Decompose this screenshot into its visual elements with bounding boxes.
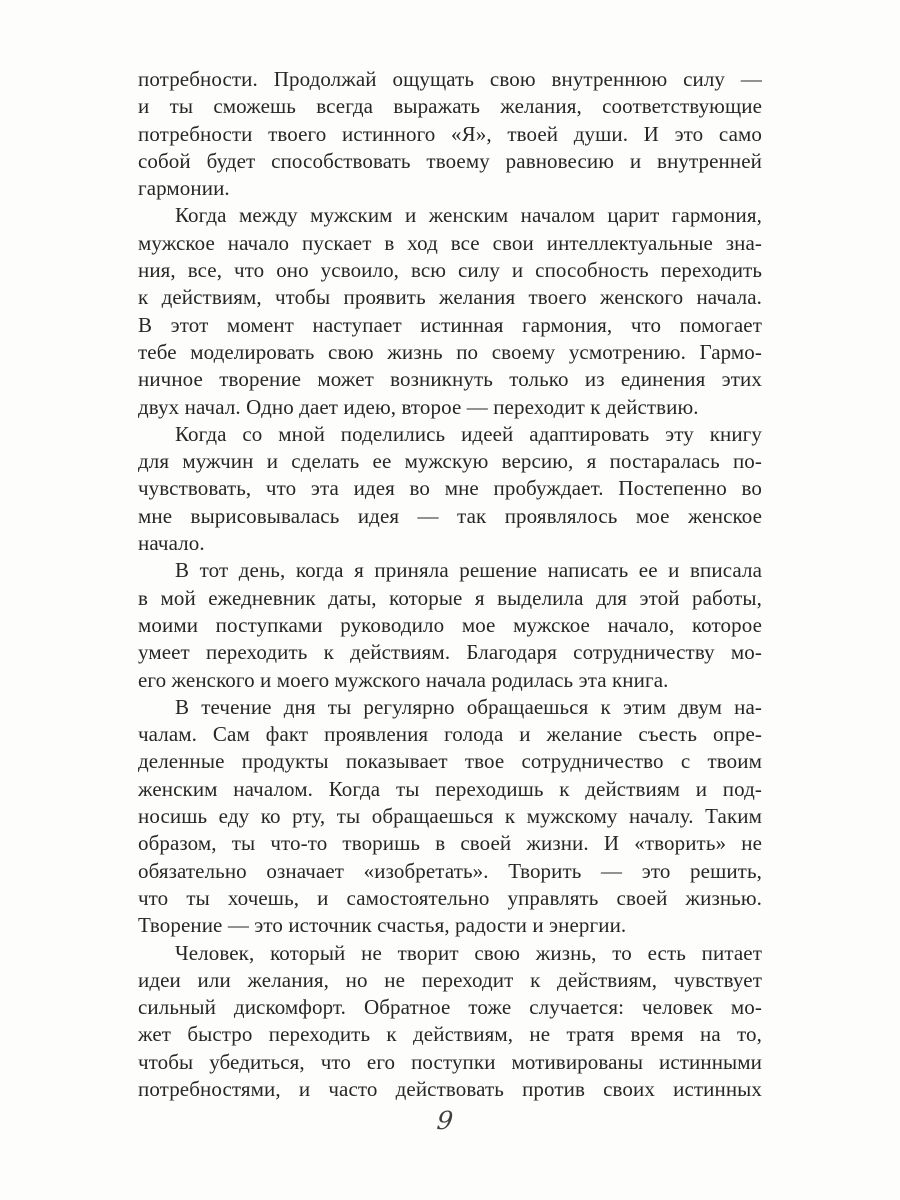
- text-block: [138, 66, 762, 1103]
- text-line: чувствовать, что эта идея во мне пробуждает. Постепенно во: [138, 476, 762, 501]
- text-line: к действиям, чтобы проявить желания твоего женского начала.: [138, 285, 762, 310]
- text-line: его женского и моего мужского начала родилась эта книга.: [138, 667, 669, 692]
- text-line: в мой ежедневник даты, которые я выделила для этой работы,: [138, 585, 762, 610]
- text-line: Когда между мужским и женским началом царит гармония,: [175, 203, 762, 228]
- text-line: тебе моделировать свою жизнь по своему усмотрению. Гармо-: [138, 339, 762, 364]
- text-line: гармонии.: [138, 176, 230, 201]
- text-line: умеет переходить к действиям. Благодаря сотрудничеству мо-: [138, 640, 762, 665]
- text-line: сильный дискомфорт. Обратное тоже случается: человек мо-: [138, 995, 762, 1020]
- text-line: и ты сможешь всегда выражать желания, соответствующие: [138, 94, 762, 119]
- text-line: носишь еду ко рту, ты обращаешься к мужскому началу. Таким: [138, 804, 762, 829]
- text-line: двух начал. Одно дает идею, второе — переходит к действию.: [138, 394, 699, 419]
- text-line: собой будет способствовать твоему равновесию и внутренней: [138, 148, 762, 173]
- text-line: жет быстро переходить к действиям, не тратя время на то,: [138, 1022, 762, 1047]
- text-line: В тот день, когда я приняла решение написать ее и вписала: [175, 558, 762, 583]
- text-line: мужское начало пускает в ход все свои интеллектуальные зна-: [138, 230, 762, 255]
- page-number: 9: [435, 1106, 455, 1135]
- text-line: Когда со мной поделились идеей адаптировать эту книгу: [175, 421, 762, 446]
- text-line: образом, ты что-то творишь в своей жизни. И «творить» не: [138, 831, 762, 856]
- text-line: что ты хочешь, и самостоятельно управлять своей жизнью.: [138, 885, 762, 910]
- text-line: чтобы убедиться, что его поступки мотивированы истинными: [138, 1049, 762, 1074]
- text-line: мне вырисовывалась идея — так проявлялось мое женское: [138, 503, 762, 528]
- text-line: В течение дня ты регулярно обращаешься к этим двум на-: [175, 694, 762, 719]
- text-line: женским началом. Когда ты переходишь к действиям и под-: [138, 776, 762, 801]
- text-line: Человек, который не творит свою жизнь, то есть питает: [175, 940, 762, 965]
- text-line: для мужчин и сделать ее мужскую версию, я постаралась по-: [138, 449, 762, 474]
- text-line: обязательно означает «изобретать». Творить — это решить,: [138, 858, 762, 883]
- text-line: идеи или желания, но не переходит к действиям, чувствует: [138, 967, 762, 992]
- text-line: ния, все, что оно усвоило, всю силу и способность переходить: [138, 258, 762, 283]
- text-line: ничное творение может возникнуть только из единения этих: [138, 367, 762, 392]
- text-line: В этот момент наступает истинная гармония, что помогает: [138, 312, 762, 337]
- text-line: моими поступками руководило мое мужское начало, которое: [138, 612, 762, 637]
- text-line: Творение — это источник счастья, радости и энергии.: [138, 913, 627, 938]
- text-line: потребностями, и часто действовать против своих истинных: [138, 1076, 762, 1101]
- text-line: потребности. Продолжай ощущать свою внутреннюю силу —: [138, 67, 762, 91]
- text-line: чалам. Сам факт проявления голода и желание съесть опре-: [138, 722, 762, 747]
- text-line: начало.: [138, 531, 205, 556]
- text-line: потребности твоего истинного «Я», твоей души. И это само: [138, 121, 762, 146]
- text-line: деленные продукты показывает твое сотрудничество с твоим: [138, 749, 762, 774]
